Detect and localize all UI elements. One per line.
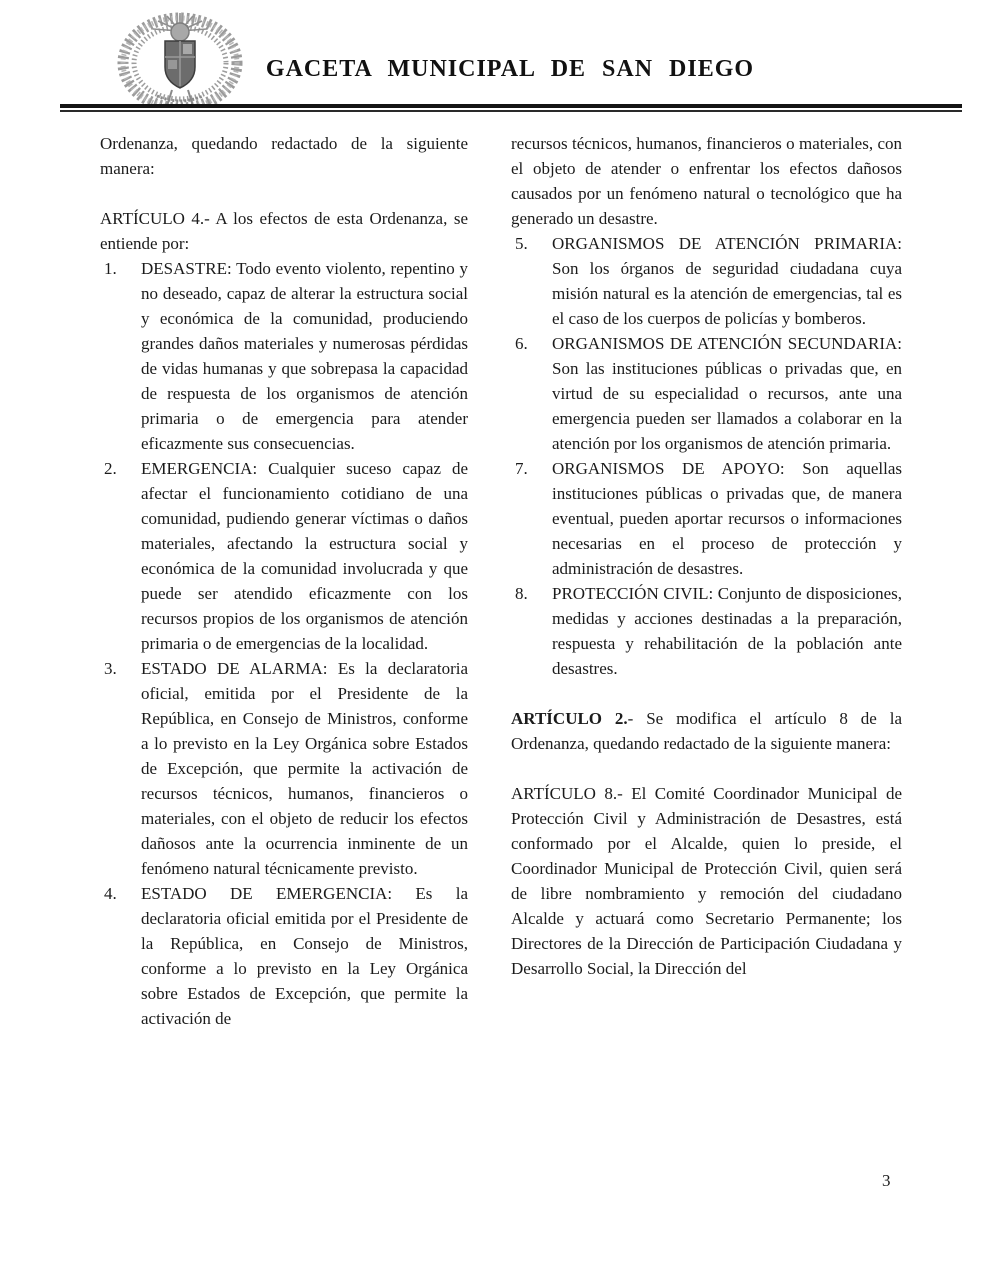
list-item-text: ESTADO DE EMERGENCIA: Es la declaratoria oficial emitida por el Presidente de la República, en Consejo de Ministros, conforme a lo previsto en la Ley Orgánica sobre Estados de Excepción, que permite la activación de xyxy=(141,884,468,1028)
list-item-number: 5. xyxy=(515,234,528,253)
list-item-text: PROTECCIÓN CIVIL: Conjunto de disposiciones, medidas y acciones destinadas a la preparación, respuesta y rehabilitación de la población ante desastres. xyxy=(552,584,902,678)
articulo-2-rest: - Se modifica el artículo 8 de la Ordenanza, quedando redactado de la siguiente manera: xyxy=(511,709,902,753)
body-columns xyxy=(100,131,902,1031)
list-item-number: 8. xyxy=(515,584,528,603)
list-item-8 xyxy=(511,581,902,681)
continuation-paragraph: recursos técnicos, humanos, financieros o materiales, con el objeto de atender o enfrentar los efectos dañosos causados por un fenómeno natural o tecnológico que ha generado un desastre. xyxy=(511,134,902,228)
page-number: 3 xyxy=(882,1171,891,1190)
gazette-title: GACETA MUNICIPAL DE SAN DIEGO xyxy=(265,56,755,82)
right-column xyxy=(511,131,902,1031)
list-item-text: ESTADO DE ALARMA: Es la declaratoria oficial, emitida por el Presidente de la República, en Consejo de Ministros, conforme a lo previsto en la Ley Orgánica sobre Estados de Excepción, que permite la activación de recursos técnicos, humanos, financieros o materiales, con el objeto de reducir los efectos dañosos ante la ocurrencia inminente de un fenómeno natural técnicamente previsto. xyxy=(141,659,468,878)
list-item-text: ORGANISMOS DE APOYO: Son aquellas instituciones públicas o privadas que, de manera eventual, pueden aportar recursos o informaciones necesarias en el proceso de protección y administración de desastres. xyxy=(552,459,902,578)
articulo-8-paragraph: ARTÍCULO 8.- El Comité Coordinador Municipal de Protección Civil y Administración de Desastres, está conformado por el Alcalde, quien lo preside, el Coordinador Municipal de Protección Civil, quien será de libre nombramiento y remoción del ciudadano Alcalde y actuará como Secretario Permanente; los Directores de la Dirección de Participación Ciudadana y Desarrollo Social, la Dirección del xyxy=(511,784,902,978)
list-item-7 xyxy=(511,456,902,581)
list-item-number: 3. xyxy=(104,659,117,678)
list-item-number: 4. xyxy=(104,884,117,903)
list-item-text: ORGANISMOS DE ATENCIÓN SECUNDARIA: Son las instituciones públicas o privadas que, en virtud de su especialidad o recursos, ante una emergencia pueden ser llamados a colaborar en la atención por los organismos de atención primaria. xyxy=(552,334,902,453)
list-item-text: ORGANISMOS DE ATENCIÓN PRIMARIA: Son los órganos de seguridad ciudadana cuya misión natural es la atención de emergencias, tal es el caso de los cuerpos de policías y bomberos. xyxy=(552,234,902,328)
list-item-5 xyxy=(511,231,902,331)
list-item-text: EMERGENCIA: Cualquier suceso capaz de afectar el funcionamiento cotidiano de una comunidad, pudiendo generar víctimas o daños materiales, afectando la estructura social y económica de la comunidad involucrada y que puede ser atendido eficazmente con los recursos propios de los organismos de atención primaria o de emergencias de la localidad. xyxy=(141,459,468,653)
articulo-4-paragraph: ARTÍCULO 4.- A los efectos de esta Ordenanza, se entiende por: xyxy=(100,209,468,253)
left-column xyxy=(100,131,468,1031)
list-item-3 xyxy=(100,656,468,881)
list-item-number: 6. xyxy=(515,334,528,353)
articulo-2-paragraph xyxy=(511,706,902,756)
list-item-2 xyxy=(100,456,468,656)
intro-paragraph: Ordenanza, quedando redactado de la siguiente manera: xyxy=(100,134,468,178)
list-item-number: 2. xyxy=(104,459,117,478)
articulo-2-lead: ARTÍCULO 2. xyxy=(511,709,628,728)
masthead-rule xyxy=(60,104,962,112)
list-item-4 xyxy=(100,881,468,1031)
list-item-6 xyxy=(511,331,902,456)
list-item-number: 1. xyxy=(104,259,117,278)
rule-thin-line xyxy=(60,110,962,112)
list-item-text: DESASTRE: Todo evento violento, repentino y no deseado, capaz de alterar la estructura social y económica de la comunidad, produciendo grandes daños materiales y numerosas pérdidas de vidas humanas y que sobrepasa la capacidad de respuesta de los organismos de atención primaria o de emergencia para atender eficazmente sus consecuencias. xyxy=(141,259,468,453)
list-item-1 xyxy=(100,256,468,456)
list-item-number: 7. xyxy=(515,459,528,478)
